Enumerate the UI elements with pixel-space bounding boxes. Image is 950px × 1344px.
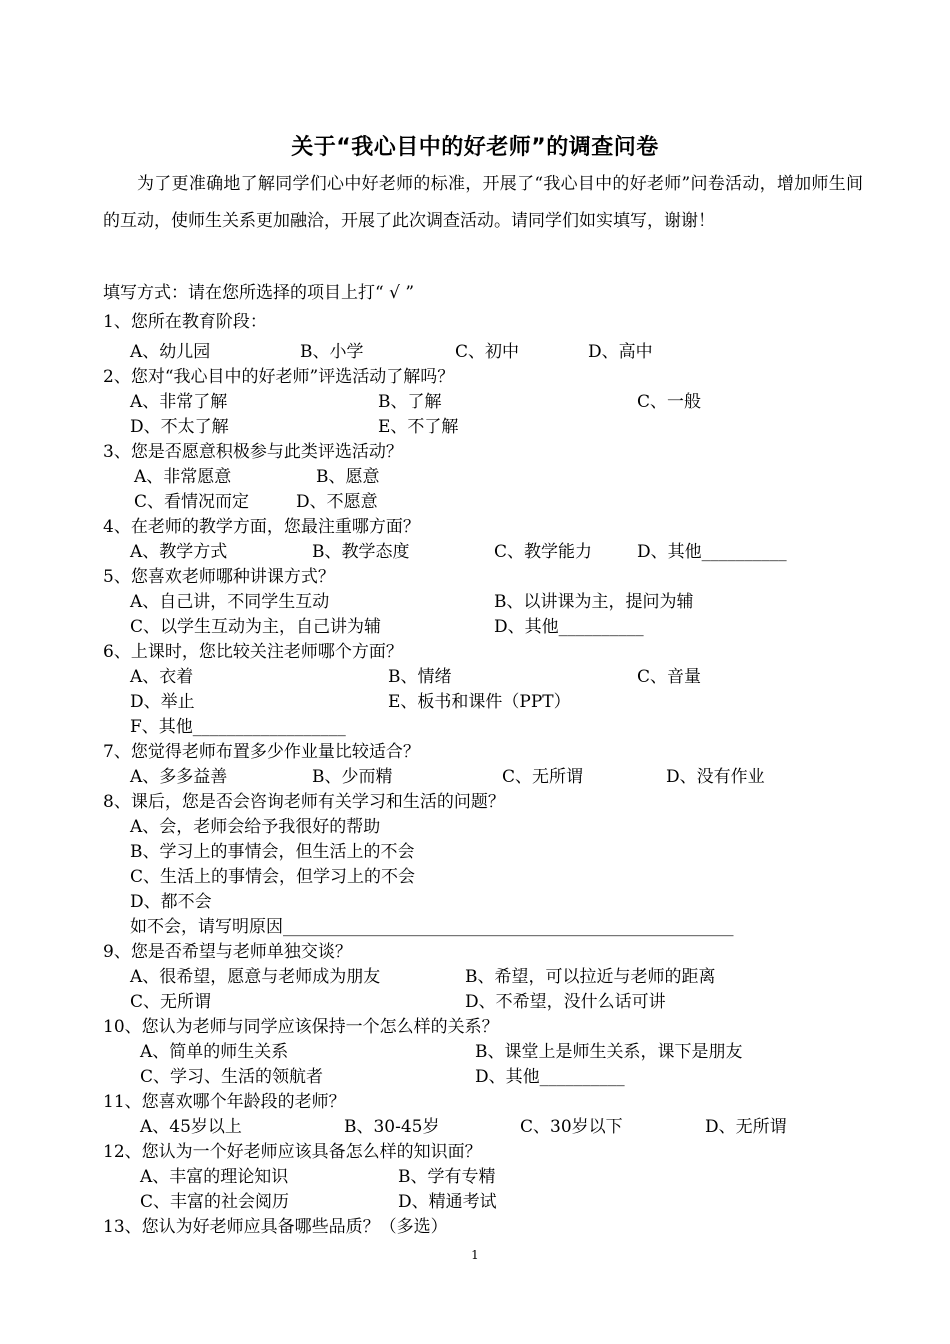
question-1: 1、您所在教育阶段： [103, 312, 267, 332]
q4-option-b: B、教学态度 [312, 542, 410, 562]
q3-option-c: C、看情况而定 [134, 492, 250, 512]
q12-option-a: A、丰富的理论知识 [140, 1167, 289, 1187]
q9-option-b: B、希望，可以拉近与老师的距离 [465, 967, 716, 987]
question-13: 13、您认为好老师应具备哪些品质？（多选） [103, 1217, 448, 1237]
q5-option-c: C、以学生互动为主，自己讲为辅 [130, 617, 382, 637]
question-9: 9、您是否希望与老师单独交谈？ [103, 942, 352, 962]
q6-option-b: B、情绪 [388, 667, 452, 687]
q10-option-b: B、课堂上是师生关系，课下是朋友 [475, 1042, 743, 1062]
question-12: 12、您认为一个好老师应该具备怎么样的知识面？ [103, 1142, 482, 1162]
q6-option-c: C、音量 [637, 667, 702, 687]
q4-option-a: A、教学方式 [130, 542, 228, 562]
q2-option-b: B、了解 [378, 392, 442, 412]
q10-option-d: D、其他__________ [475, 1067, 625, 1087]
question-8: 8、课后，您是否会咨询老师有关学习和生活的问题？ [103, 792, 505, 812]
q10-option-c: C、学习、生活的领航者 [140, 1067, 324, 1087]
q3-option-a: A、非常愿意 [134, 467, 232, 487]
intro-paragraph: 为了更准确地了解同学们心中好老师的标准，开展了“我心目中的好老师”问卷活动，增加师生间的互动，使师生关系更加融洽，开展了此次调查活动。请同学们如实填写，谢谢！ [103, 174, 863, 231]
q4-option-d: D、其他__________ [637, 542, 787, 562]
question-3: 3、您是否愿意积极参与此类评选活动？ [103, 442, 403, 462]
q3-option-b: B、愿意 [316, 467, 380, 487]
question-5: 5、您喜欢老师哪种讲课方式？ [103, 567, 335, 587]
q12-option-b: B、学有专精 [398, 1167, 496, 1187]
q9-option-c: C、无所谓 [130, 992, 212, 1012]
q8-reason-field: 如不会，请写明原因_____________________________________________________ [130, 917, 734, 937]
q1-option-d: D、高中 [588, 342, 653, 362]
q12-option-d: D、精通考试 [398, 1192, 497, 1212]
q6-option-a: A、衣着 [130, 667, 194, 687]
q1-option-b: B、小学 [300, 342, 364, 362]
q2-option-a: A、非常了解 [130, 392, 228, 412]
q5-option-a: A、自己讲，不同学生互动 [130, 592, 330, 612]
q12-option-c: C、丰富的社会阅历 [140, 1192, 290, 1212]
q11-option-d: D、无所谓 [705, 1117, 787, 1137]
q8-option-b: B、学习上的事情会，但生活上的不会 [130, 842, 415, 862]
q2-option-c: C、一般 [637, 392, 702, 412]
q11-option-a: A、45岁以上 [140, 1117, 242, 1137]
q7-option-a: A、多多益善 [130, 767, 228, 787]
q6-option-f: F、其他__________________ [130, 717, 346, 737]
question-10: 10、您认为老师与同学应该保持一个怎么样的关系？ [103, 1017, 499, 1037]
q11-option-b: B、30-45岁 [344, 1117, 440, 1137]
question-4: 4、在老师的教学方面，您最注重哪方面？ [103, 517, 420, 537]
question-6: 6、上课时，您比较关注老师哪个方面？ [103, 642, 403, 662]
instruction-text: 填写方式：请在您所选择的项目上打“ √ ” [103, 283, 415, 303]
q7-option-c: C、无所谓 [502, 767, 584, 787]
document-title: 关于“我心目中的好老师”的调查问卷 [291, 135, 659, 160]
q8-option-c: C、生活上的事情会，但学习上的不会 [130, 867, 416, 887]
page-number: 1 [471, 1248, 479, 1262]
q7-option-b: B、少而精 [312, 767, 393, 787]
q9-option-a: A、很希望，愿意与老师成为朋友 [130, 967, 381, 987]
q5-option-b: B、以讲课为主，提问为辅 [494, 592, 694, 612]
q5-option-d: D、其他__________ [494, 617, 644, 637]
q2-option-d: D、不太了解 [130, 417, 229, 437]
q11-option-c: C、30岁以下 [520, 1117, 623, 1137]
q1-option-a: A、幼儿园 [130, 342, 211, 362]
q10-option-a: A、简单的师生关系 [140, 1042, 289, 1062]
q9-option-d: D、不希望，没什么话可讲 [465, 992, 666, 1012]
q6-option-e: E、板书和课件（PPT） [388, 692, 571, 712]
q8-option-d: D、都不会 [130, 892, 212, 912]
q2-option-e: E、不了解 [378, 417, 459, 437]
q8-option-a: A、会，老师会给予我很好的帮助 [130, 817, 381, 837]
question-2: 2、您对“我心目中的好老师”评选活动了解吗？ [103, 367, 455, 387]
question-11: 11、您喜欢哪个年龄段的老师？ [103, 1092, 346, 1112]
q7-option-d: D、没有作业 [666, 767, 765, 787]
q3-option-d: D、不愿意 [296, 492, 378, 512]
q6-option-d: D、举止 [130, 692, 195, 712]
q4-option-c: C、教学能力 [494, 542, 593, 562]
question-7: 7、您觉得老师布置多少作业量比较适合？ [103, 742, 420, 762]
q1-option-c: C、初中 [455, 342, 520, 362]
